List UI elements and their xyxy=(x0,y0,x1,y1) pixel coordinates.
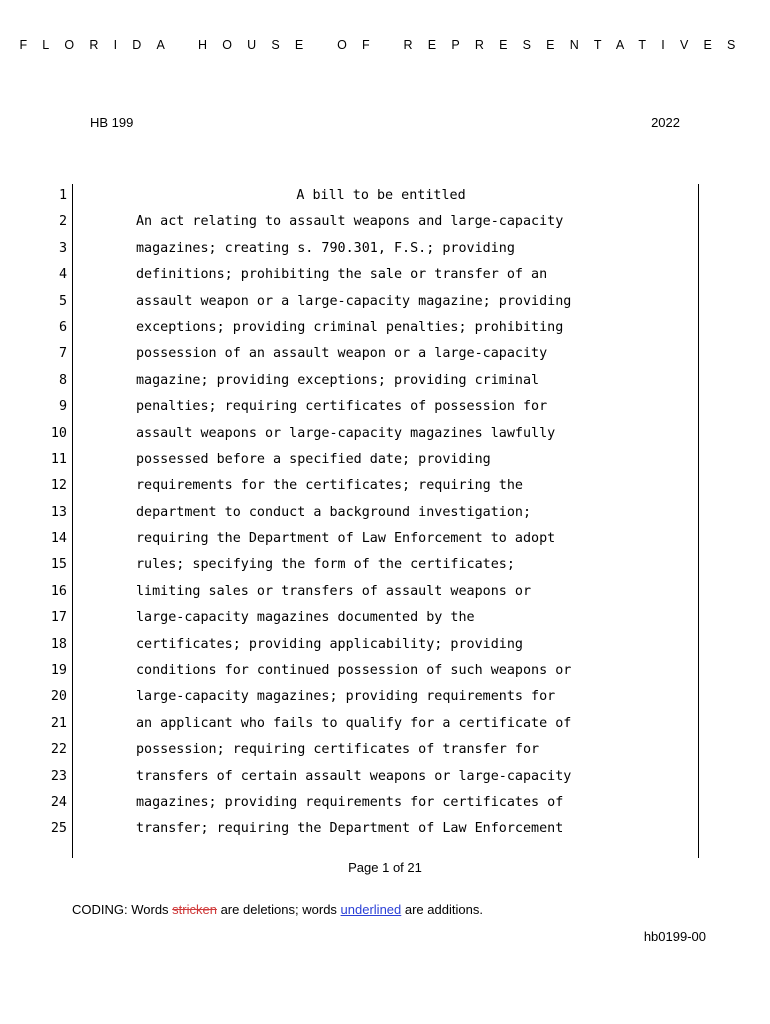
line-number: 17 xyxy=(50,610,67,626)
line-text: transfer; requiring the Department of Law Enforcement xyxy=(136,821,564,837)
line-number: 16 xyxy=(50,583,67,599)
bill-line xyxy=(0,658,770,684)
bill-line xyxy=(0,183,770,209)
bill-line xyxy=(0,421,770,447)
bill-line xyxy=(0,552,770,578)
bill-line xyxy=(0,394,770,420)
line-number: 21 xyxy=(50,715,67,731)
line-number: 22 xyxy=(50,742,67,758)
bill-line xyxy=(0,790,770,816)
coding-suffix: are additions. xyxy=(401,902,483,917)
line-number: 24 xyxy=(50,794,67,810)
bill-line xyxy=(0,447,770,473)
bill-line xyxy=(0,315,770,341)
line-text: an applicant who fails to qualify for a certificate of xyxy=(136,715,572,731)
document-id: hb0199-00 xyxy=(643,929,706,944)
bill-year: 2022 xyxy=(651,115,680,130)
line-number: 12 xyxy=(50,478,67,494)
line-number: 1 xyxy=(58,188,67,203)
bill-line xyxy=(0,816,770,842)
line-text: certificates; providing applicability; providing xyxy=(136,636,523,652)
underlined-example: underlined xyxy=(340,902,402,917)
line-text: definitions; prohibiting the sale or transfer of an xyxy=(136,267,548,283)
line-text: department to conduct a background investigation; xyxy=(136,504,532,520)
bill-line xyxy=(0,764,770,790)
line-text: assault weapon or a large-capacity magazine; providing xyxy=(136,293,572,309)
line-text: transfers of certain assault weapons or large-capacity xyxy=(136,768,572,784)
bill-line xyxy=(0,684,770,710)
line-number: 20 xyxy=(50,689,67,705)
line-number: 23 xyxy=(50,768,67,784)
page-number-label: Page 1 of 21 xyxy=(348,860,422,875)
line-text: penalties; requiring certificates of possession for xyxy=(136,399,548,415)
bill-line xyxy=(0,289,770,315)
line-number: 8 xyxy=(58,372,67,388)
bill-line xyxy=(0,368,770,394)
line-text: possessed before a specified date; providing xyxy=(136,451,491,467)
bill-number: HB 199 xyxy=(90,115,134,130)
line-number: 19 xyxy=(50,663,67,679)
line-text: rules; specifying the form of the certificates; xyxy=(136,557,515,573)
bill-line xyxy=(0,209,770,235)
line-number: 4 xyxy=(58,267,67,283)
line-text: large-capacity magazines; providing requirements for xyxy=(136,689,556,705)
bill-line xyxy=(0,473,770,499)
line-number: 10 xyxy=(50,425,67,441)
line-number: 9 xyxy=(58,399,67,415)
coding-legend xyxy=(72,902,483,917)
line-text: conditions for continued possession of such weapons or xyxy=(136,663,572,679)
line-text: limiting sales or transfers of assault weapons or xyxy=(136,583,532,599)
line-text: large-capacity magazines documented by the xyxy=(136,610,475,626)
line-text: magazine; providing exceptions; providing criminal xyxy=(136,372,540,388)
line-text: possession of an assault weapon or a large-capacity xyxy=(136,346,548,362)
line-text: assault weapons or large-capacity magazines lawfully xyxy=(136,425,556,441)
line-text: requirements for the certificates; requiring the xyxy=(136,478,523,494)
line-number: 6 xyxy=(58,319,67,335)
bill-text-body xyxy=(0,183,770,843)
coding-prefix: CODING: Words xyxy=(72,902,173,917)
line-number: 7 xyxy=(58,346,67,362)
line-text: An act relating to assault weapons and large-capacity xyxy=(136,214,564,230)
line-text: A bill to be entitled xyxy=(296,188,466,203)
chamber-masthead: FLORIDA HOUSE OF REPRESENTATIVES xyxy=(19,38,751,52)
line-text: exceptions; providing criminal penalties; prohibiting xyxy=(136,319,564,335)
line-number: 13 xyxy=(50,504,67,520)
coding-middle: are deletions; words xyxy=(216,902,341,917)
bill-line xyxy=(0,737,770,763)
stricken-example: stricken xyxy=(172,902,217,917)
bill-line xyxy=(0,236,770,262)
line-text: possession; requiring certificates of transfer for xyxy=(136,742,540,758)
line-text: magazines; providing requirements for certificates of xyxy=(136,794,564,810)
line-number: 11 xyxy=(50,451,67,467)
line-number: 5 xyxy=(58,293,67,309)
bill-line xyxy=(0,579,770,605)
line-number: 14 xyxy=(50,531,67,547)
bill-line xyxy=(0,632,770,658)
line-number: 25 xyxy=(50,821,67,837)
bill-line xyxy=(0,605,770,631)
line-number: 2 xyxy=(58,214,67,230)
bill-line xyxy=(0,341,770,367)
line-number: 15 xyxy=(50,557,67,573)
line-number: 18 xyxy=(50,636,67,652)
line-text: requiring the Department of Law Enforcement to adopt xyxy=(136,531,556,547)
line-number: 3 xyxy=(58,240,67,256)
line-text: magazines; creating s. 790.301, F.S.; providing xyxy=(136,240,515,256)
bill-line xyxy=(0,526,770,552)
bill-line xyxy=(0,500,770,526)
bill-line xyxy=(0,711,770,737)
bill-line xyxy=(0,262,770,288)
